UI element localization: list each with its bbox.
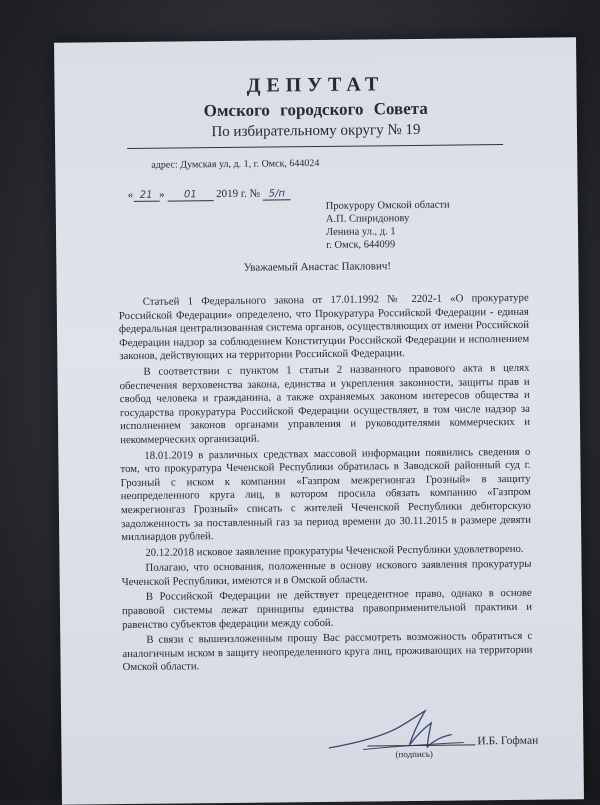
letterhead-title: ДЕПУТАТ	[246, 73, 385, 97]
date-line	[128, 187, 291, 202]
body-paragraph: 20.12.2018 исковое заявление прокуратуры Чеченской Республики удовлетворено.	[145, 542, 524, 559]
letter-body	[119, 292, 533, 677]
body-paragraph: В соответствии с пунктом 1 статьи 2 названного правового акта в целях обеспечения верховенства закона, единства и укрепления законности, защиты прав и свобод человека и гражданина, а также охраняемых законом интересов общества и государства прокуратура Российской Федерации осуществляет, в том числе надзор за исполнением законов органами управления и руководителями коммерческих и некоммерческих организаций.	[119, 361, 531, 447]
body-paragraph: В связи с вышеизложенным прошу Вас рассмотреть возможность обратиться с аналогичным иском в защиту неопределенного круга лиц, проживающих на территории Омской области.	[122, 630, 533, 674]
body-paragraph: В Российской Федерации не действует прецедентное право, однако в основе правовой системы лежат принципы единства правоприменительной практики и равенство субъектов федерации между собой.	[121, 587, 533, 631]
body-paragraph: Полагаю, что основания, положенные в основу искового заявления прокуратуры Чеченской Республики, имеются и в Омской области.	[121, 558, 532, 588]
date-day: 21	[133, 190, 159, 202]
recipient-line: Ленина ул., д. 1	[325, 226, 396, 238]
letterhead-district: По избирательному округу № 19	[211, 121, 421, 141]
letter-number: 5/п	[263, 188, 291, 200]
letterhead-divider	[127, 144, 503, 149]
date-close-quote: »	[159, 188, 165, 201]
recipient-block	[326, 199, 450, 252]
date-year: 2019 г.	[216, 187, 247, 201]
date-month: 01	[167, 189, 213, 201]
recipient-line: Прокурору Омской области	[325, 199, 450, 212]
number-label: №	[249, 187, 261, 200]
greeting: Уважаемый Анастас Паклович!	[243, 260, 392, 274]
body-paragraph: 18.01.2019 в различных средствах массовой информации появились сведения о том, что прокуратура Чеченской Республики обратилась в Заводской районный суд г. Грозный с иском к компании «Газпром межрегионгаз Грозный» в защиту неопределенного круга лиц, в котором просила обязать компанию «Газпром межрегионгаз Грозный» списать с жителей Чеченской Республики дебиторскую задолженность за поставленный газ за период времени до 30.11.2015 в размере девяти миллиардов рублей.	[120, 445, 532, 544]
recipient-line: г. Омск, 644099	[326, 239, 396, 251]
letterhead-subtitle: Омского городского Совета	[203, 98, 428, 121]
date-open-quote: «	[127, 188, 134, 201]
sender-address: адрес: Думская ул, д. 1, г. Омск, 644024	[151, 157, 320, 171]
signature-caption: (подпись)	[395, 748, 433, 760]
body-paragraph: Статьей 1 Федерального закона от 17.01.1992 № 2202-1 «О прокуратуре Российской Федерации» определено, что Прокуратура Российской Федерации - единая федеральная централизованная система органов, осуществляющих от имени Российской Федерации надзор за соблюдением Конституции Российской Федерации и исполнением законов, действующих на территории Российской Федерации.	[118, 291, 530, 363]
letter-sheet	[54, 37, 584, 804]
recipient-line: А.П. Спиридонову	[325, 213, 410, 225]
signatory-name: И.Б. Гофман	[477, 734, 539, 748]
